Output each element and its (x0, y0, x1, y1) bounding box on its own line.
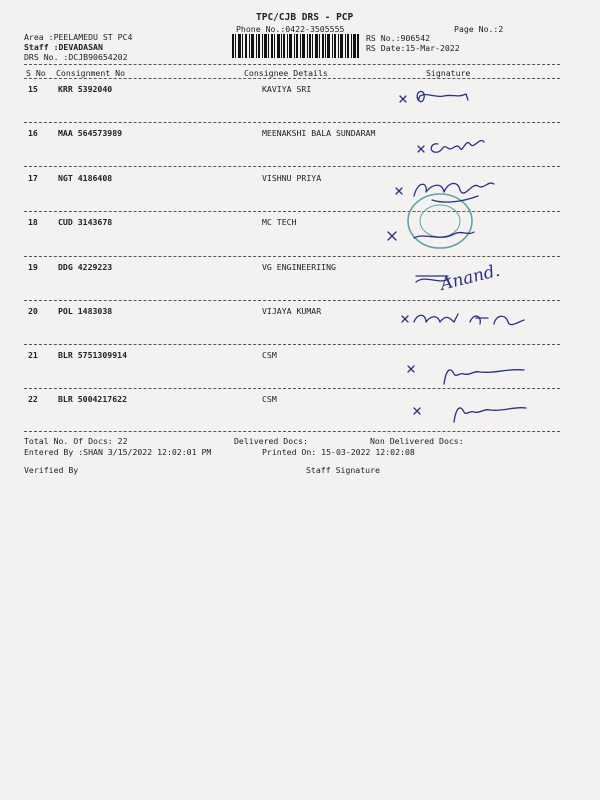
row-consignee: VIJAYA KUMAR (262, 306, 322, 316)
row-consignment: BLR 5004217622 (58, 394, 128, 404)
signature-row-15 (396, 84, 486, 114)
verified-by: Verified By (24, 465, 79, 475)
rs-date: RS Date:15-Mar-2022 (366, 43, 460, 53)
row-sno: 17 (28, 173, 38, 183)
rs-number: RS No.:906542 (366, 33, 431, 43)
drs-number: DRS No. :DCJB90654202 (24, 52, 128, 62)
signature-row-21 (404, 360, 534, 390)
phone-number: Phone No.:0422-3505555 (236, 24, 345, 34)
column-header-consignment: Consignment No (56, 68, 126, 78)
column-header-signature: Signature (426, 68, 471, 78)
row-consignee: MEENAKSHI BALA SUNDARAM (262, 128, 376, 138)
delivered-docs: Delivered Docs: (234, 436, 308, 446)
row-consignment: CUD 3143678 (58, 217, 113, 227)
row-sno: 21 (28, 350, 38, 360)
column-header-consignee: Consignee Details (244, 68, 328, 78)
divider (24, 78, 560, 79)
signature-row-19-text: Anand. (438, 260, 503, 295)
row-divider (24, 166, 560, 167)
signature-row-17 (392, 176, 502, 210)
row-consignee: KAVIYA SRI (262, 84, 312, 94)
printed-on: Printed On: 15-03-2022 12:02:08 (262, 447, 415, 457)
row-sno: 20 (28, 306, 38, 316)
row-divider (24, 431, 560, 432)
staff-label: Staff :DEVADASAN (24, 42, 103, 52)
signature-row-16 (414, 134, 494, 164)
row-consignment: DDG 4229223 (58, 262, 113, 272)
row-consignee: CSM (262, 350, 277, 360)
row-sno: 18 (28, 217, 38, 227)
total-docs: Total No. Of Docs: 22 (24, 436, 128, 446)
row-divider (24, 211, 560, 212)
row-sno: 15 (28, 84, 38, 94)
row-divider (24, 344, 560, 345)
page-number: Page No.:2 (454, 24, 504, 34)
row-divider (24, 122, 560, 123)
signature-row-20 (398, 304, 538, 336)
row-consignment: KRR 5392040 (58, 84, 113, 94)
divider (24, 64, 560, 65)
row-divider (24, 300, 560, 301)
staff-signature-label: Staff Signature (306, 465, 380, 475)
barcode (232, 34, 360, 58)
row-consignee: MC TECH (262, 217, 297, 227)
row-sno: 19 (28, 262, 38, 272)
column-header-sno: S No (26, 68, 46, 78)
entered-by: Entered By :SHAN 3/15/2022 12:02:01 PM (24, 447, 212, 457)
row-consignee: CSM (262, 394, 277, 404)
signature-row-19 (406, 256, 526, 298)
signature-row-18 (384, 218, 484, 252)
row-sno: 16 (28, 128, 38, 138)
row-consignment: POL 1483038 (58, 306, 113, 316)
row-consignee: VISHNU PRIYA (262, 173, 322, 183)
row-consignee: VG ENGINEERIING (262, 262, 336, 272)
area-label: Area :PEELAMEDU ST PC4 (24, 32, 133, 42)
report-title: TPC/CJB DRS - PCP (256, 12, 354, 23)
signature-row-22 (410, 398, 540, 428)
row-consignment: BLR 5751309914 (58, 350, 128, 360)
row-consignment: NGT 4186408 (58, 173, 113, 183)
row-sno: 22 (28, 394, 38, 404)
row-consignment: MAA 564573989 (58, 128, 123, 138)
non-delivered-docs: Non Delivered Docs: (370, 436, 464, 446)
